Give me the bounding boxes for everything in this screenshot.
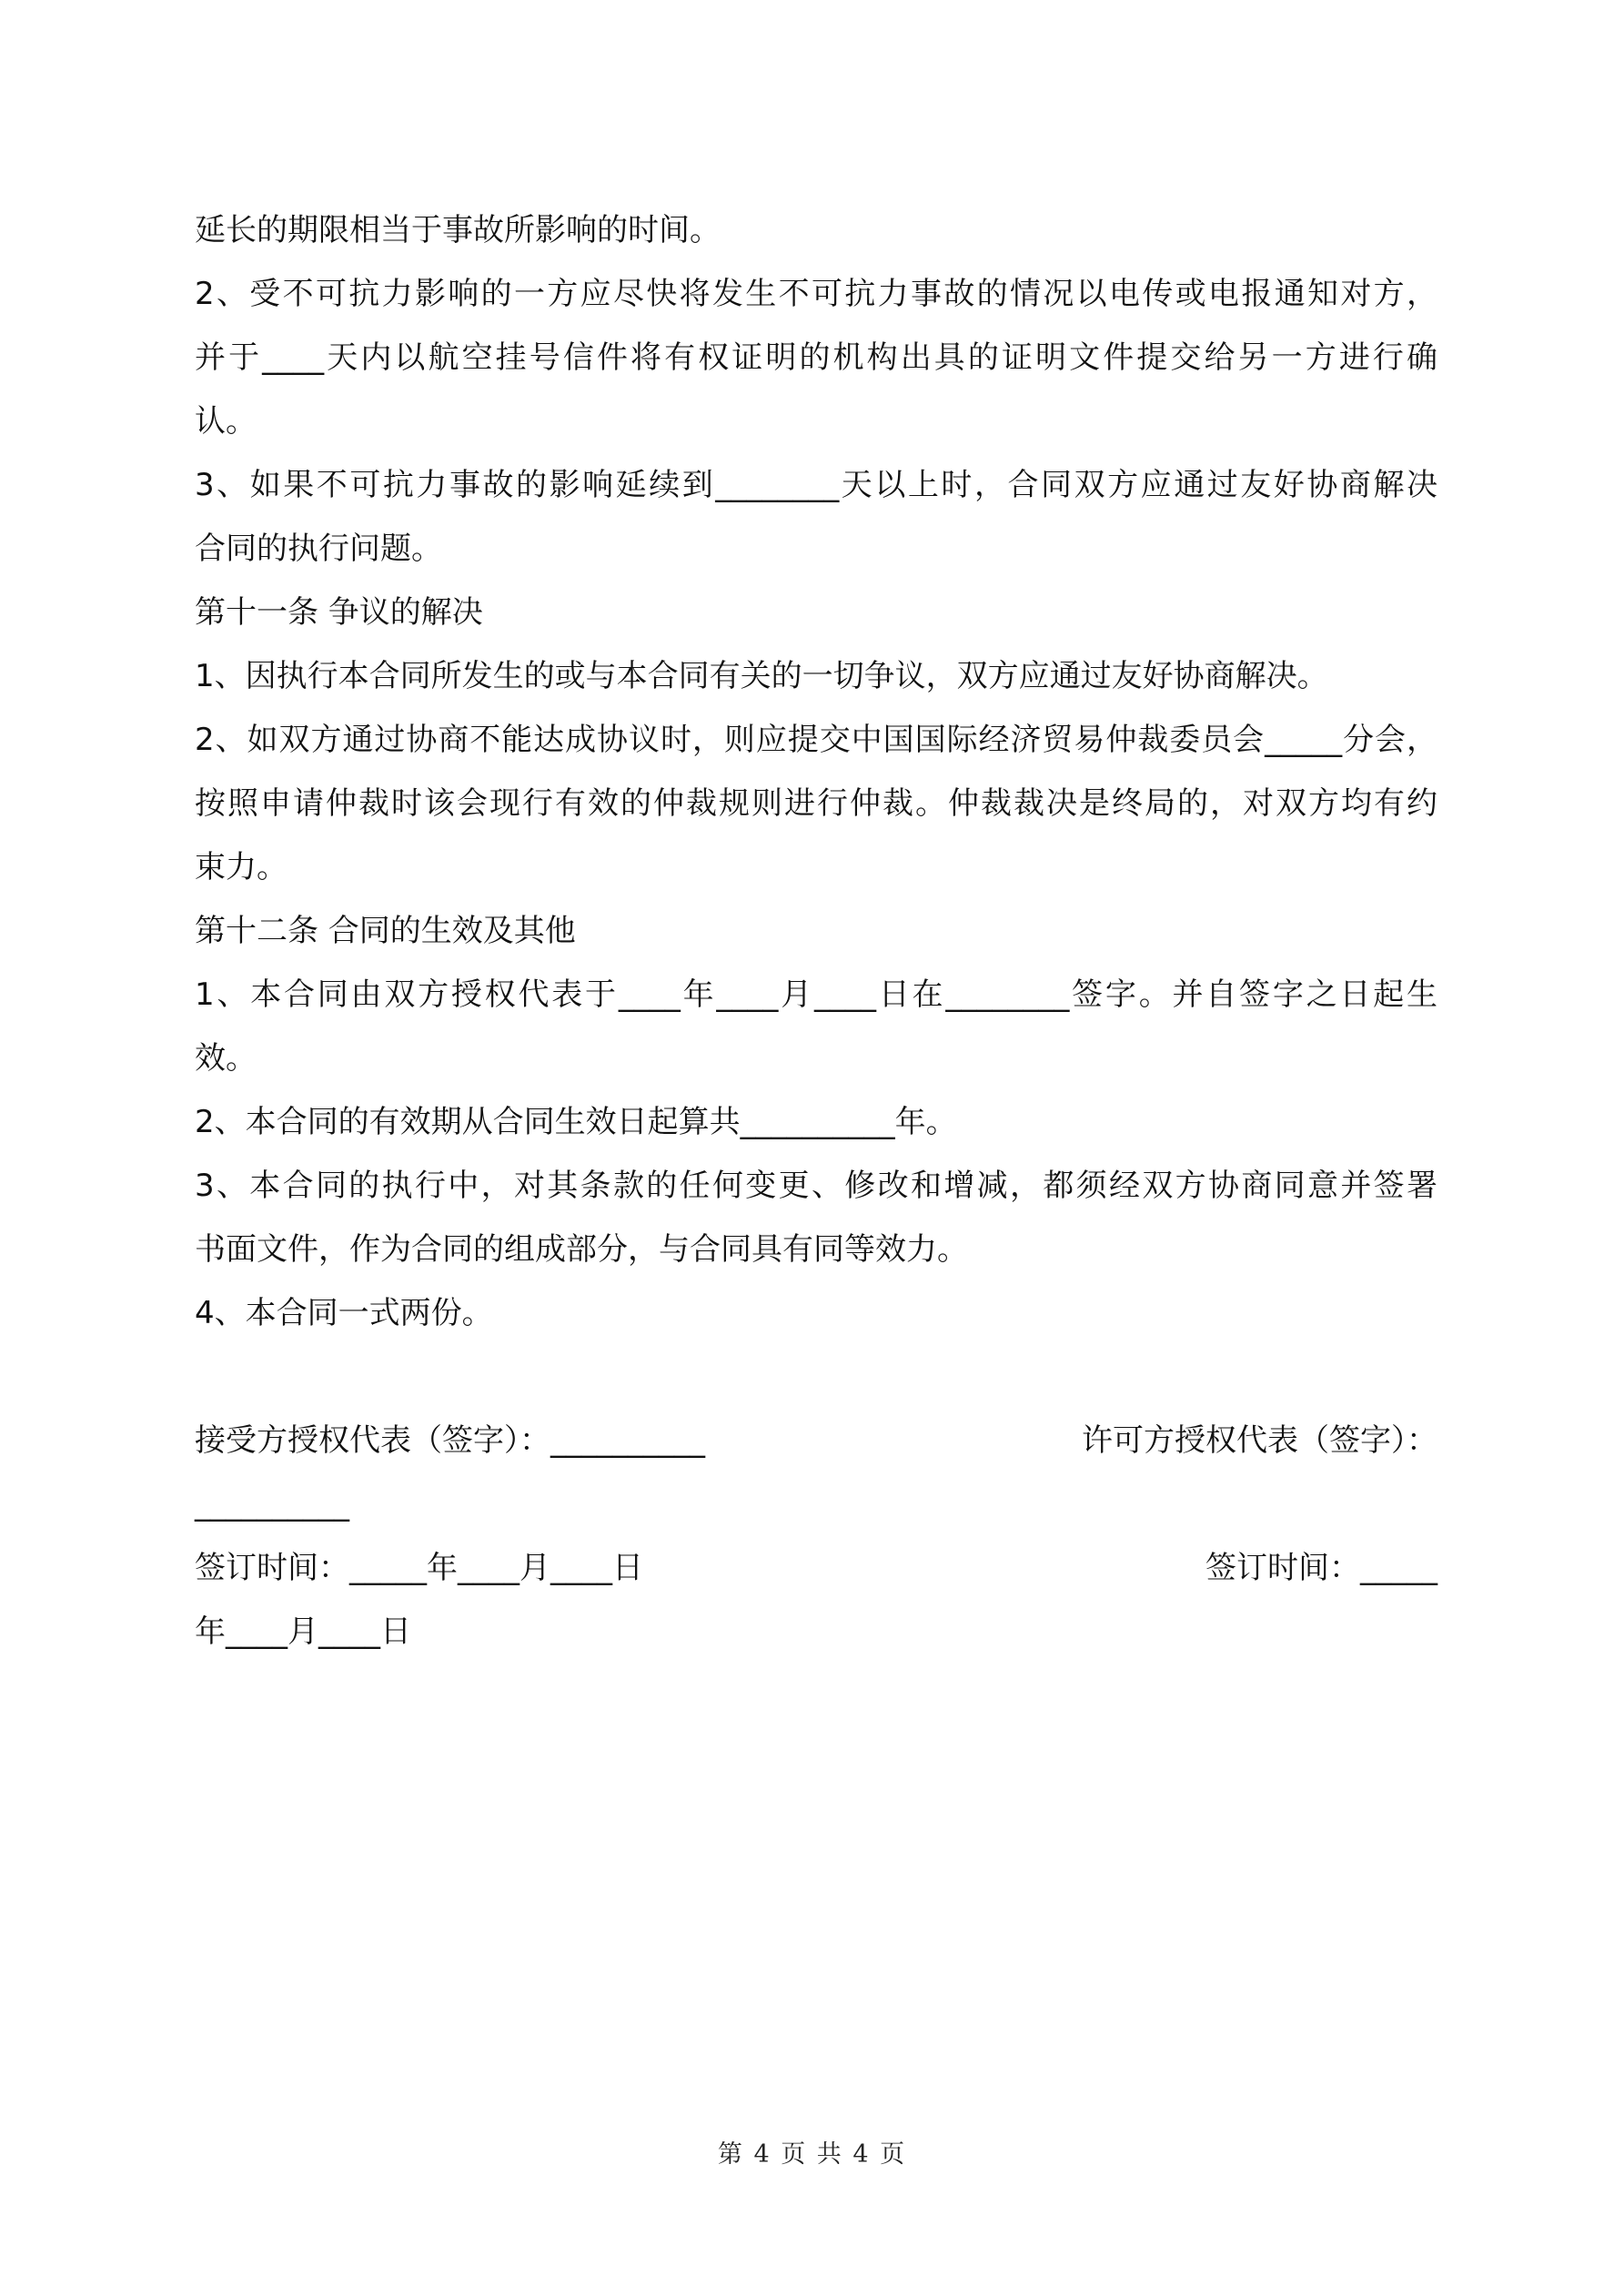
receiver-signing-date: 签订时间：_____年____月____日 xyxy=(195,1550,643,1586)
paragraph-line: 2、如双方通过协商不能达成协议时，则应提交中国国际经济贸易仲裁委员会_____分会， xyxy=(195,722,1437,758)
licensor-signing-date: 签订时间：_____ xyxy=(1205,1550,1437,1586)
paragraph-line: 1、因执行本合同所发生的或与本合同有关的一切争议，双方应通过友好协商解决。 xyxy=(195,658,1328,694)
paragraph-line: 书面文件，作为合同的组成部分，与合同具有同等效力。 xyxy=(195,1231,968,1268)
paragraph-line: 并于____天内以航空挂号信件将有权证明的机构出具的证明文件提交给另一方进行确 xyxy=(195,339,1437,376)
paragraph-line: 延长的期限相当于事故所影响的时间。 xyxy=(195,212,721,248)
paragraph-line: 3、本合同的执行中，对其条款的任何变更、修改和增减，都须经双方协商同意并签署 xyxy=(195,1168,1437,1204)
paragraph-line: 认。 xyxy=(195,403,257,440)
contract-body xyxy=(195,198,1437,1664)
paragraph-line: 按照申请仲裁时该会现行有效的仲裁规则进行仲裁。仲裁裁决是终局的，对双方均有约 xyxy=(195,785,1437,822)
paragraph-line: 4、本合同一式两份。 xyxy=(195,1295,493,1331)
paragraph-line: 效。 xyxy=(195,1040,257,1077)
paragraph-line: 合同的执行问题。 xyxy=(195,531,442,567)
signature-row xyxy=(195,1409,1437,1472)
paragraph-line: 1、本合同由双方授权代表于____年____月____日在________签字。并自签字之日起生 xyxy=(195,976,1437,1013)
page-number: 第 4 页 共 4 页 xyxy=(717,2140,907,2169)
paragraph-line: 束力。 xyxy=(195,849,287,885)
section-heading: 第十二条 合同的生效及其他 xyxy=(195,913,576,949)
licensor-signature-label: 许可方授权代表（签字）： xyxy=(1082,1422,1437,1459)
licensor-signing-date-cont: 年____月____日 xyxy=(195,1613,411,1650)
paragraph-line: 2、受不可抗力影响的一方应尽快将发生不可抗力事故的情况以电传或电报通知对方， xyxy=(195,276,1437,312)
signing-date-row xyxy=(195,1536,1437,1600)
licensor-signature-blank: __________ xyxy=(195,1486,349,1522)
receiver-signature-label: 接受方授权代表（签字）：__________ xyxy=(195,1422,705,1459)
spacer xyxy=(195,1345,1437,1409)
paragraph-line: 3、如果不可抗力事故的影响延续到________天以上时，合同双方应通过友好协商解决 xyxy=(195,467,1437,503)
paragraph-line: 2、本合同的有效期从合同生效日起算共__________年。 xyxy=(195,1104,957,1140)
section-heading: 第十一条 争议的解决 xyxy=(195,594,483,631)
